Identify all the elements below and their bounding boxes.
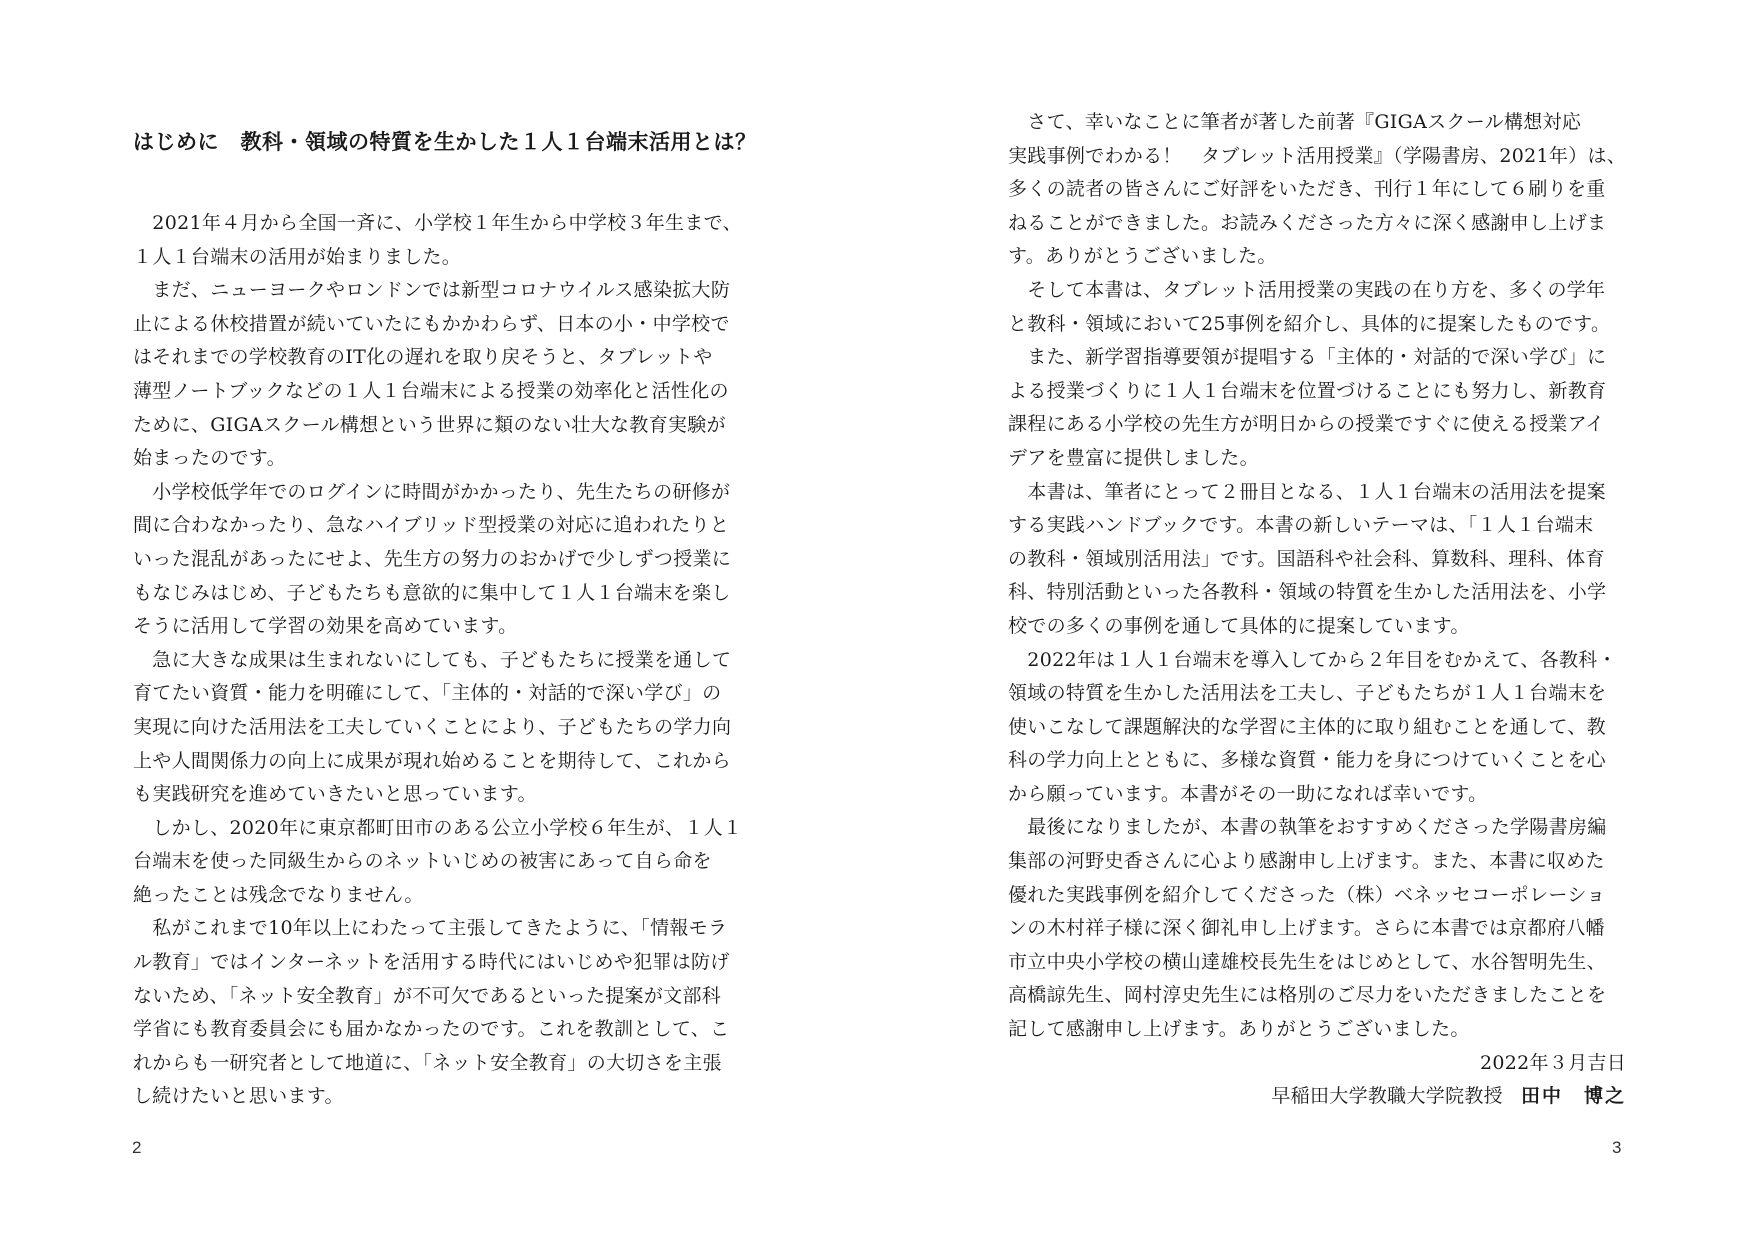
body-line: 上や人間関係力の向上に成果が現れ始めることを期待して、これから <box>133 749 731 772</box>
body-line: そして本書は、タブレット活用授業の実践の在り方を、多くの学年 <box>1008 278 1606 301</box>
body-line: 課程にある小学校の先生方が明日からの授業ですぐに使える授業アイ <box>1008 413 1605 436</box>
body-line: 使いこなして課題解決的な学習に主体的に取り組むことを通して、教 <box>1008 715 1606 738</box>
body-line: 科の学力向上とともに、多様な資質・能力を身につけていくことを心 <box>1008 749 1606 772</box>
body-line: 実現に向けた活用法を工夫していくことにより、子どもたちの学力向 <box>133 715 732 738</box>
left-page <box>0 0 877 1240</box>
body-line: そうに活用して学習の効果を高めています。 <box>133 615 518 638</box>
page-number-left: 2 <box>132 1138 142 1157</box>
body-line: も実践研究を進めていきたいと思っています。 <box>133 783 537 806</box>
body-line: １人１台端末の活用が始まりました。 <box>133 245 462 268</box>
body-line: す。ありがとうございました。 <box>1008 245 1277 268</box>
body-line: ル教育」ではインターネットを活用する時代にはいじめや犯罪は防げ <box>133 951 730 974</box>
date-line: 2022年３月吉日 <box>1479 1051 1626 1074</box>
body-line: ないため、「ネット安全教育」が不可欠であるといった提案が文部科 <box>133 984 722 1007</box>
author-name: 田中 博之 <box>1520 1085 1626 1108</box>
body-line: ンの木村祥子様に深く御礼申し上げます。さらに本書では京都府八幡 <box>1008 917 1605 940</box>
body-line: 集部の河野史香さんに心より感謝申し上げます。また、本書に収めた <box>1008 850 1605 873</box>
body-line: 記して感謝申し上げます。ありがとうございました。 <box>1008 1018 1470 1041</box>
body-line: 本書は、筆者にとって２冊目となる、１人１台端末の活用法を提案 <box>1008 480 1606 503</box>
body-line: 育てたい資質・能力を明確にして、「主体的・対話的で深い学び」の <box>133 682 722 705</box>
body-line: 始まったのです。 <box>133 447 286 470</box>
author-affiliation: 早稲田大学教職大学院教授 <box>1271 1085 1503 1108</box>
body-line: の教科・領域別活用法」です。国語科や社会科、算数科、理科、体育 <box>1008 547 1605 570</box>
body-line: 多くの読者の皆さんにご好評をいただき、刊行１年にして６刷りを重 <box>1008 178 1606 201</box>
page-number-right: 3 <box>1612 1138 1622 1157</box>
body-line: 薄型ノートブックなどの１人１台端末による授業の効率化と活性化の <box>133 379 729 402</box>
signature-line <box>1008 1080 1626 1114</box>
page-heading: はじめに 教科・領域の特質を生かした１人１台端末活用とは？ <box>133 130 757 154</box>
left-body-text <box>133 207 745 1114</box>
body-line: 2022年は１人１台端末を導入してから２年目をむかえて、各教科・ <box>1008 648 1617 671</box>
body-line: 科、特別活動といった各教科・領域の特質を生かした活用法を、小学 <box>1008 581 1607 604</box>
right-body-text <box>1008 106 1626 1114</box>
body-line: しかし、2020年に東京都町田市のある公立小学校６年生が、１人１ <box>133 816 743 839</box>
body-line: 校での多くの事例を通して具体的に提案しています。 <box>1008 614 1470 637</box>
body-line: し続けたいと思います。 <box>133 1085 344 1108</box>
body-line: デアを豊富に提供しました。 <box>1008 446 1259 469</box>
body-line: 台端末を使った同級生からのネットいじめの被害にあって自ら命を <box>133 850 712 873</box>
body-line: 私がこれまで10年以上にわたって主張してきたように、「情報モラ <box>133 917 728 940</box>
body-line: 領域の特質を生かした活用法を工夫し、子どもたちが１人１台端末を <box>1008 682 1607 705</box>
body-line: れからも一研究者として地道に、「ネット安全教育」の大切さを主張 <box>133 1051 722 1074</box>
body-line: さて、幸いなことに筆者が著した前著『GIGAスクール構想対応 <box>1008 111 1582 133</box>
body-line: まだ、ニューヨークやロンドンでは新型コロナウイルス感染拡大防 <box>133 279 731 302</box>
body-line: 間に合わなかったり、急なハイブリッド型授業の対応に追われたりと <box>133 514 730 537</box>
body-line: はそれまでの学校教育のIT化の遅れを取り戻そうと、タブレットや <box>133 346 713 369</box>
body-line: と教科・領域において25事例を紹介し、具体的に提案したものです。 <box>1008 312 1611 335</box>
body-line: また、新学習指導要領が提唱する「主体的・対話的で深い学び」に <box>1008 346 1607 369</box>
right-page <box>878 0 1755 1240</box>
body-line: する実践ハンドブックです。本書の新しいテーマは、「１人１台端末 <box>1008 514 1594 537</box>
body-line: ねることができました。お読みくださった方々に深く感謝申し上げま <box>1008 211 1607 234</box>
body-line: 最後になりましたが、本書の執筆をおすすめくださった学陽書房編 <box>1008 816 1607 839</box>
body-line: いった混乱があったにせよ、先生方の努力のおかげで少しずつ授業に <box>133 547 732 570</box>
body-line: 市立中央小学校の横山達雄校長先生をはじめとして、水谷智明先生、 <box>1008 950 1606 973</box>
body-line: 絶ったことは残念でなりません。 <box>133 883 424 906</box>
body-line: から願っています。本書がその一助になれば幸いです。 <box>1008 782 1488 805</box>
body-line: もなじみはじめ、子どもたちも意欲的に集中して１人１台端末を楽し <box>133 581 731 604</box>
body-line: よる授業づくりに１人１台端末を位置づけることにも努力し、新教育 <box>1008 379 1607 402</box>
body-line: 高橋諒先生、岡村淳史先生には格別のご尽力をいただきましたことを <box>1008 984 1607 1007</box>
body-line: 実践事例でわかる！ タブレット活用授業』（学陽書房、2021年）は、 <box>1008 144 1627 167</box>
body-line: 学省にも教育委員会にも届かなかったのです。これを教訓として、こ <box>133 1018 730 1041</box>
body-line: ために、GIGAスクール構想という世界に類のない壮大な教育実験が <box>133 413 726 436</box>
body-line: 優れた実践事例を紹介してくださった（株）ベネッセコーポレーショ <box>1008 883 1606 906</box>
body-line: 小学校低学年でのログインに時間がかかったり、先生たちの研修が <box>133 480 731 503</box>
body-line: 急に大きな成果は生まれないにしても、子どもたちに授業を通して <box>133 648 732 671</box>
body-line: 止による休校措置が続いていたにもかかわらず、日本の小・中学校で <box>133 312 730 335</box>
body-line: 2021年４月から全国一斉に、小学校１年生から中学校３年生まで、 <box>133 212 742 234</box>
